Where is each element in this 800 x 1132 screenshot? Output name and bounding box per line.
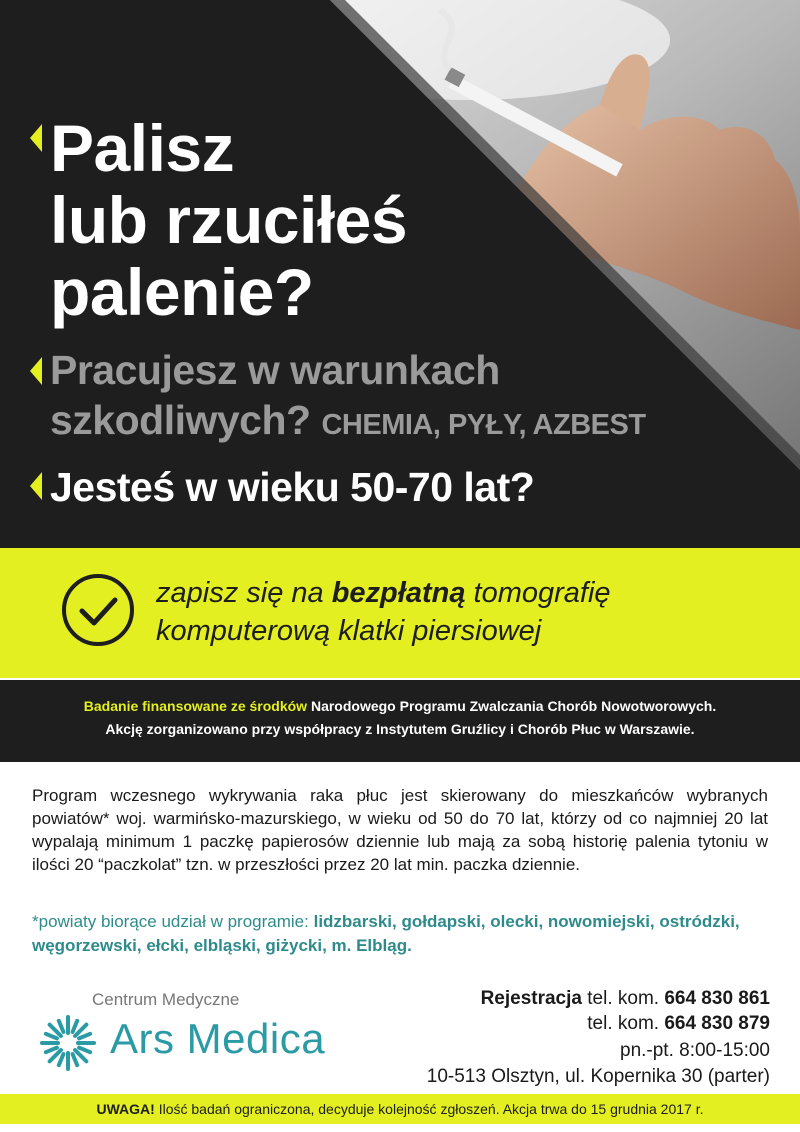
registration-label: Rejestracja	[480, 988, 582, 1009]
signup-free: bezpłatną	[331, 577, 466, 609]
q2-line-1: Pracujesz w warunkach	[50, 347, 500, 393]
check-icon	[62, 574, 134, 646]
signup-text	[156, 574, 611, 650]
q2-hazards: CHEMIA, PYŁY, AZBEST	[321, 409, 646, 441]
q1-line-3: palenie?	[50, 255, 314, 329]
q1-line-1: Palisz	[50, 111, 235, 185]
funding-program: Narodowego Programu Zwalczania Chorób Nowotworowych.	[307, 698, 717, 714]
funding-line-1	[0, 698, 800, 714]
question-smoking	[50, 112, 407, 328]
districts-list	[32, 910, 772, 958]
notice-label: UWAGA!	[96, 1101, 155, 1117]
q2-line-2	[50, 395, 646, 450]
districts-names: lidzbarski, gołdapski, olecki, nowomiejski, ostródzki, węgorzewski, ełcki, elbląski, giżycki, m. Elbląg.	[32, 912, 740, 955]
districts-intro: *powiaty biorące udział w programie:	[32, 912, 314, 931]
signup-line-1	[156, 574, 611, 612]
ars-medica-logo-icon	[38, 1013, 98, 1073]
question-work-conditions	[50, 345, 646, 450]
bullet-marker-2	[30, 357, 42, 385]
signup-part-1: zapisz się na	[156, 577, 332, 609]
notice-body: Ilość badań ograniczona, decyduje kolejność zgłoszeń. Akcja trwa do 15 grudnia 2017 r.	[154, 1101, 704, 1117]
signup-part-2: tomografię	[465, 577, 611, 609]
phone-number-1[interactable]: 664 830 861	[664, 988, 770, 1009]
signup-line-2: komputerową klatki piersiowej	[156, 615, 542, 647]
bullet-marker-1	[30, 124, 42, 152]
logo-subtitle: Centrum Medyczne	[92, 990, 240, 1009]
opening-hours: pn.-pt. 8:00-15:00	[620, 1040, 770, 1061]
notice-text	[0, 1101, 800, 1117]
hero-section	[0, 0, 800, 548]
address: 10-513 Olsztyn, ul. Kopernika 30 (parter)	[426, 1066, 770, 1087]
phone-number-2[interactable]: 664 830 879	[664, 1013, 770, 1034]
q1-line-2: lub rzuciłeś	[50, 183, 408, 257]
contact-line-1	[481, 988, 770, 1010]
bullet-marker-3	[30, 472, 42, 500]
q2-line-2-main: szkodliwych?	[50, 397, 311, 443]
program-description: Program wczesnego wykrywania raka płuc jest skierowany do mieszkańców wybranych powiatów* woj. warmińsko-mazurskiego, w wieku od 50 do 70 lat, którzy od co najmniej 20 lat wypalają minimum 1 paczkę papierosów dziennie lub mają za sobą historię palenia tytoniu w ilości 20 “paczkolat” tzn. w przeszłości przez 20 lat min. paczka dziennie.	[32, 786, 768, 874]
logo-name: Ars Medica	[110, 1015, 326, 1062]
tel-label-2: tel. kom.	[587, 1013, 665, 1034]
funding-source-label: Badanie finansowane ze środków	[83, 698, 308, 714]
contact-line-2	[587, 1013, 770, 1035]
tel-label-1: tel. kom.	[581, 988, 665, 1009]
question-age: Jesteś w wieku 50-70 lat?	[50, 464, 535, 510]
funding-line-2: Akcję zorganizowano przy współpracy z Instytutem Gruźlicy i Chorób Płuc w Warszawie.	[105, 721, 695, 737]
